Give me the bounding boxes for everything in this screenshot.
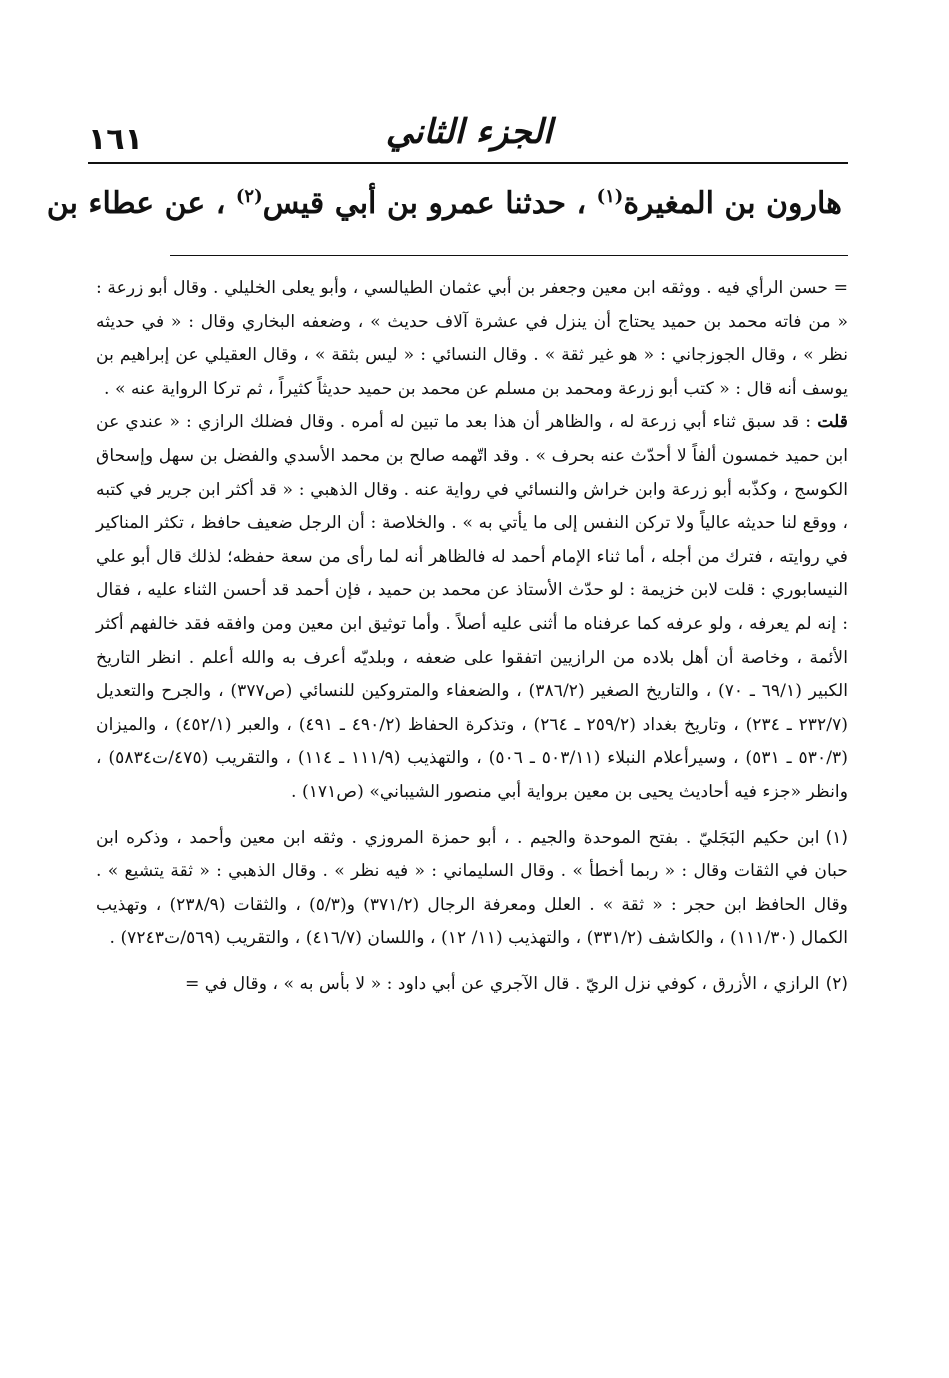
main-text-part-2: ، حدثنا عمرو بن أبي قيس [262,186,597,221]
footnote-continuation: = حسن الرأي فيه . ووثقه ابن معين وجعفر بن أبي عثمان الطيالسي ، وأبو يعلى الخليلي . وقال أبو زرعة : « من فاته محمد بن حميد يحتاج أن ينزل في عشرة آلاف حديث » ، وضعفه البخاري وقال : « في حديثه نظر » ، وقال الجوزجاني : « هو غير ثقة » . وقال النسائي : « ليس بثقة » ، وقال العقيلي عن إبراهيم بن يوسف أنه قال : « كتب أبو زرعة ومحمد بن مسلم عن محمد بن حميد حديثاً كثيراً ، ثم تركا الرواية عنه » . [96,278,848,399]
footnotes [96,272,848,1001]
main-text-line [46,186,842,246]
footnote-1 [96,822,848,956]
page-header [88,112,850,164]
page-number: ١٦١ [88,122,143,157]
footnote-divider [170,255,848,256]
footnote-ref-1: (١) [596,186,624,207]
qult-text: : قد سبق ثناء أبي زرعة له ، والظاهر أن هذا بعد ما تبين له أمره . وقال فضلك الرازي : « عندي عن ابن حميد خمسون ألفاً لا أحدّث عنه بحرف » . وقد اتّهمه صالح بن محمد الأسدي والفضل بن سهل وإسحاق الكوسج ، وكذّبه أبو زرعة وابن خراش والنسائي في رواية عنه . وقال الذهبي : « قد أكثر ابن جرير في كتبه ، ووقع لنا حديثه عالياً ولا تركن النفس إلى ما يأتي به » . والخلاصة : أن الرجل ضعيف حافظ ، تكثر المناكير في روايته ، فترك من أجله ، أما ثناء الإمام أحمد له فالظاهر أنه لما رأى من سعة حفظه؛ لذلك قال أبو علي النيسابوري : قلت لابن خزيمة : لو حدّث الأستاذ عن محمد بن حميد ، فإن أحمد قد أحسن الثناء عليه ، فقال : إنه لم يعرفه ، ولو عرفه كما عرفناه ما أثنى عليه أصلاً . وأما توثيق ابن معين ومن وافقه فقد خالفهم أكثر الأئمة ، وخاصة أن أهل بلاده من الرازيين اتفقوا على ضعفه ، وبلديّه أعرف به والله أعلم . انظر التاريخ الكبير (٦٩/١ ـ ٧٠) ، والتاريخ الصغير (٣٨٦/٢) ، والضعفاء والمتروكين للنسائي (ص٣٧٧) ، والجرح والتعديل (٢٣٢/٧ ـ ٢٣٤) ، وتاريخ بغداد (٢٥٩/٢ ـ ٢٦٤) ، وتذكرة الحفاظ (٤٩٠/٢ ـ ٤٩١) ، والعبر (٤٥٢/١) ، والميزان (٥٣٠/٣ ـ ٥٣١) ، وسيرأعلام النبلاء (٥٠٣/١١ ـ ٥٠٦) ، والتهذيب (١١١/٩ ـ ١١٤) ، والتقريب (٤٧٥/ت٥٨٣٤) ، وانظر «جزء فيه أحاديث يحيى بن معين برواية أبي منصور الشيباني» (ص١٧١) . [96,412,849,802]
main-text-part-1: هارون بن المغيرة [623,186,842,221]
main-text-part-3: ، عن عطاء بن [46,186,236,221]
footnote-2 [96,968,848,1002]
footnote-2-text: الرازي ، الأزرق ، كوفي نزل الريّ . قال الآجري عن أبي داود : « لا بأس به » ، وقال في = [184,973,820,994]
footnote-ref-2: (٢) [235,186,263,207]
footnote-1-number: (١) [825,827,848,848]
qult-label: قلت [817,412,848,433]
footnote-1-text: ابن حكيم البَجَليّ . بفتح الموحدة والجيم . ، أبو حمزة المروزي . وثقه ابن معين وأحمد ، وذكره ابن حبان في الثقات وقال : « ربما أخطأ » . وقال السليماني : « فيه نظر » . وقال الذهبي : « ثقة يتشيع » . وقال الحافظ ابن حجر : « ثقة » . العلل ومعرفة الرجال (٣٧١/٢) و(٥/٣) ، والثقات (٢٣٨/٩) ، وتهذيب الكمال (١١١/٣٠) ، والكاشف (٣٣١/٢) ، والتهذيب (١١/ ١٢) ، واللسان (٤١٦/٧) ، والتقريب (٥٦٩/ت٧٢٤٣) . [96,827,848,949]
editor-comment [96,406,848,809]
header-divider [88,162,848,164]
footnote-2-number: (٢) [825,973,848,994]
running-title: الجزء الثاني [385,112,553,152]
